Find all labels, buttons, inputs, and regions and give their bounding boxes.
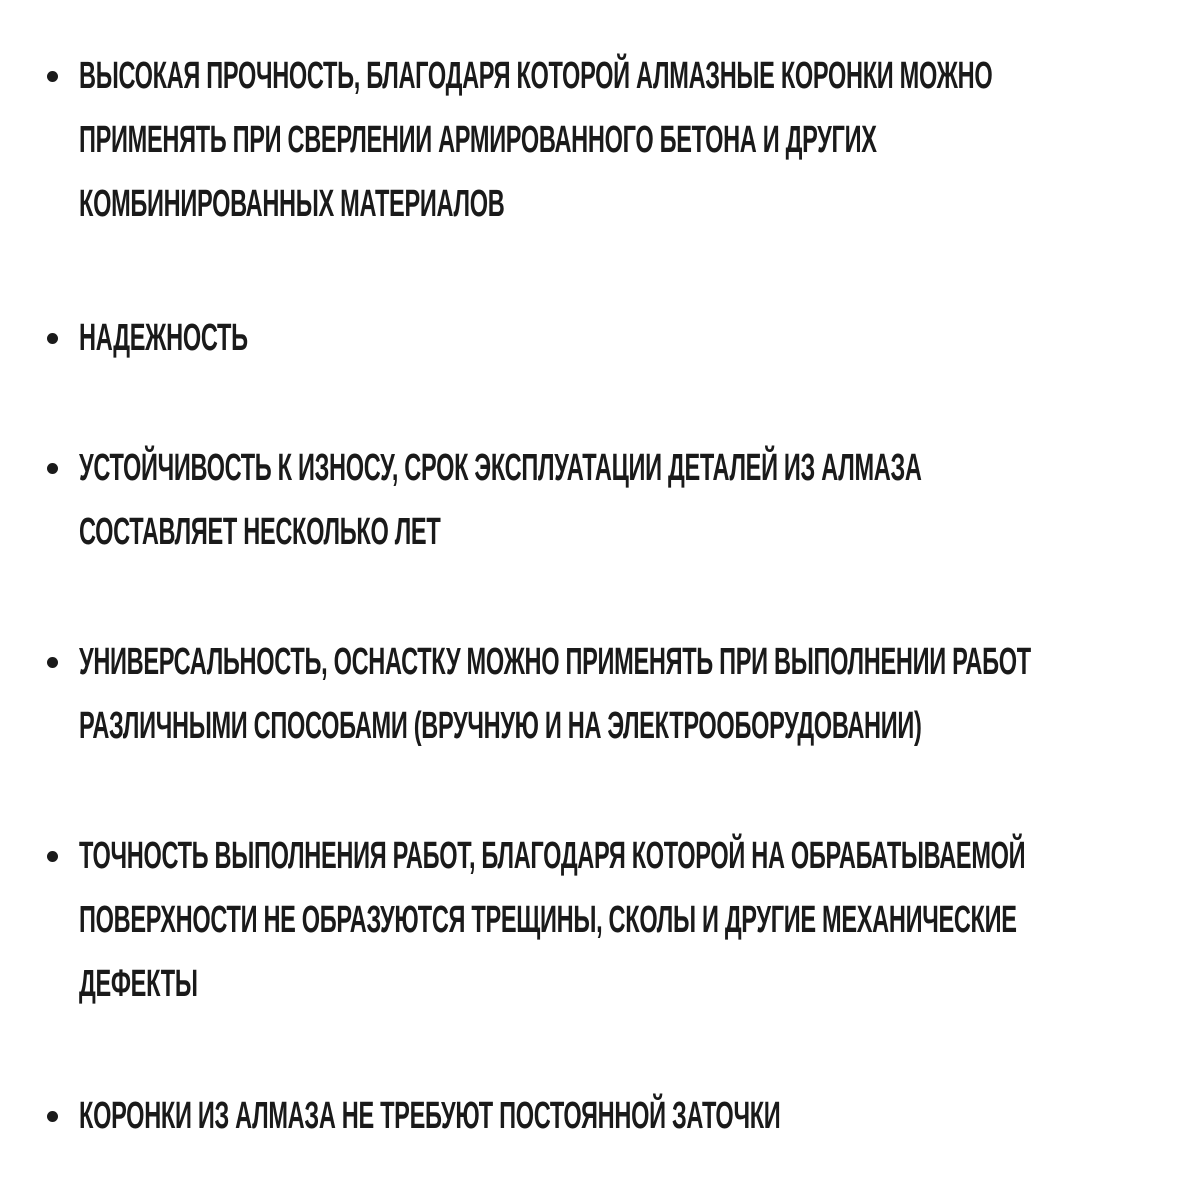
bullet-dot-icon (47, 851, 58, 862)
text-line: КОМБИНИРОВАННЫХ МАТЕРИАЛОВ (79, 183, 505, 225)
bullet-dot-icon (47, 657, 58, 668)
text-line: ТОЧНОСТЬ ВЫПОЛНЕНИЯ РАБОТ, БЛАГОДАРЯ КОТОРОЙ НА ОБРАБАТЫВАЕМОЙ (79, 835, 1026, 877)
text-line: УСТОЙЧИВОСТЬ К ИЗНОСУ, СРОК ЭКСПЛУАТАЦИИ ДЕТАЛЕЙ ИЗ АЛМАЗА (79, 447, 922, 489)
text-line: ПОВЕРХНОСТИ НЕ ОБРАЗУЮТСЯ ТРЕЩИНЫ, СКОЛЫ И ДРУГИЕ МЕХАНИЧЕСКИЕ (79, 899, 1017, 941)
text-line: ПРИМЕНЯТЬ ПРИ СВЕРЛЕНИИ АРМИРОВАННОГО БЕТОНА И ДРУГИХ (79, 119, 877, 161)
text-line: СОСТАВЛЯЕТ НЕСКОЛЬКО ЛЕТ (79, 511, 441, 553)
bullet-dot-icon (47, 333, 58, 344)
text-line: УНИВЕРСАЛЬНОСТЬ, ОСНАСТКУ МОЖНО ПРИМЕНЯТЬ ПРИ ВЫПОЛНЕНИИ РАБОТ (79, 641, 1031, 683)
list-item-text (79, 1084, 781, 1148)
list-item-text (79, 630, 1031, 758)
text-line: ВЫСОКАЯ ПРОЧНОСТЬ, БЛАГОДАРЯ КОТОРОЙ АЛМАЗНЫЕ КОРОНКИ МОЖНО (79, 55, 993, 97)
list-item-text (79, 824, 1026, 1016)
list-item-text (79, 306, 772, 370)
text-line: КОРОНКИ ИЗ АЛМАЗА НЕ ТРЕБУЮТ ПОСТОЯННОЙ ЗАТОЧКИ (79, 1095, 781, 1137)
list-item-text (79, 44, 993, 236)
text-line: РАЗЛИЧНЫМИ СПОСОБАМИ (ВРУЧНУЮ И НА ЭЛЕКТРООБОРУДОВАНИИ) (79, 705, 922, 747)
list-item-text (79, 436, 922, 564)
bullet-dot-icon (47, 71, 58, 82)
bullet-dot-icon (47, 1111, 58, 1122)
text-line: ДЕФЕКТЫ (79, 963, 198, 1005)
text-line: НАДЕЖНОСТЬ (79, 317, 248, 359)
bullet-dot-icon (47, 463, 58, 474)
